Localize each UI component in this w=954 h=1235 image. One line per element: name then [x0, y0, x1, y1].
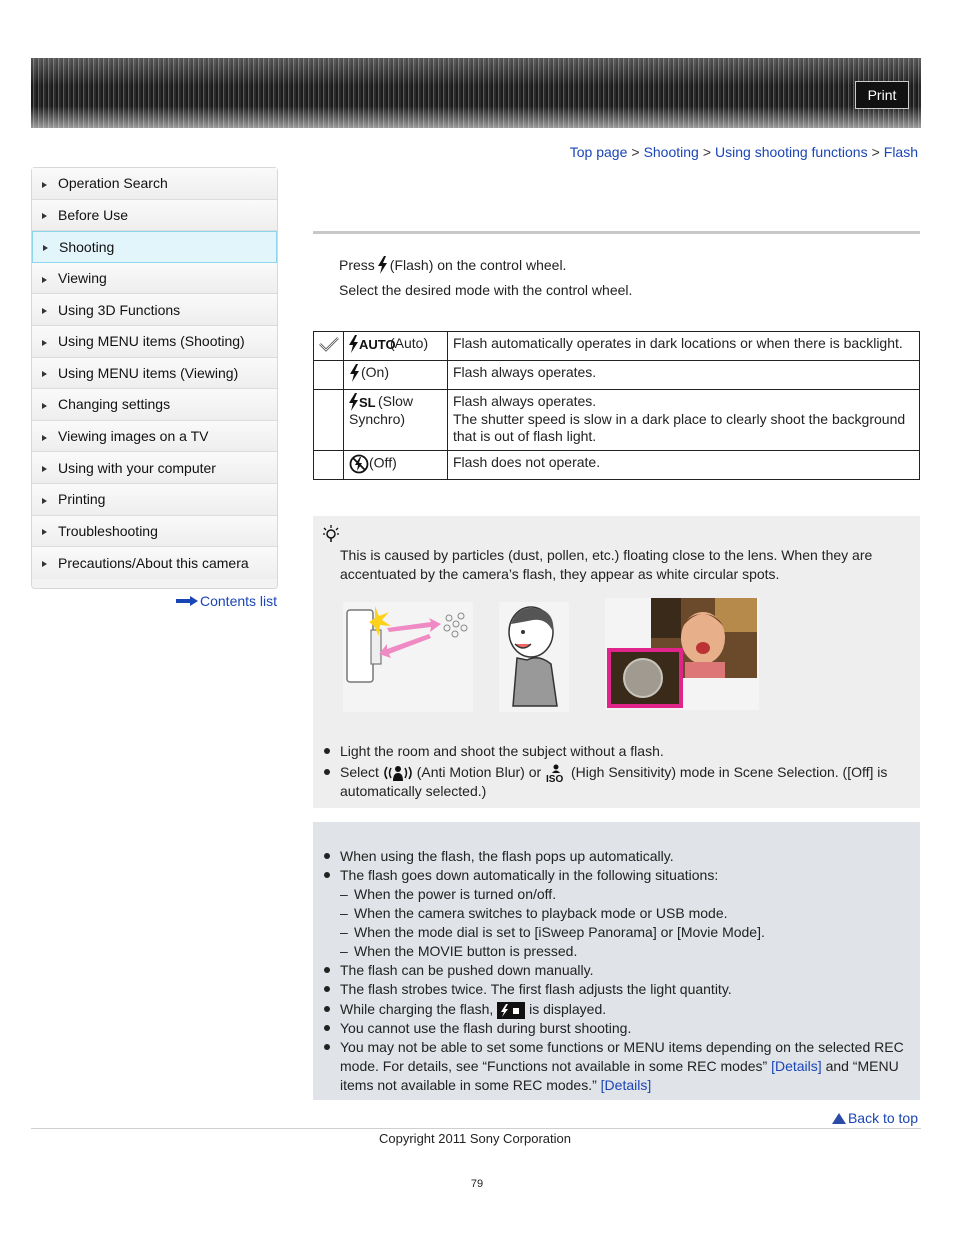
footer-divider	[31, 1128, 921, 1129]
sidebar-item-precautions[interactable]	[32, 547, 277, 579]
flash-charging-icon	[497, 1002, 525, 1019]
subject-child-illustration	[499, 602, 569, 712]
step-2	[339, 282, 632, 298]
list-item: The flash can be pushed down manually.	[323, 961, 913, 980]
table-row	[314, 361, 920, 390]
arrow-right-icon	[42, 403, 47, 409]
mode-label: (Auto)	[390, 335, 429, 351]
breadcrumb-top-page[interactable]: Top page	[569, 144, 628, 160]
arrow-right-icon	[42, 308, 47, 314]
arrow-right-icon	[42, 466, 47, 472]
mode-description: Flash always operates.	[448, 361, 920, 390]
breadcrumb-separator: >	[631, 144, 640, 160]
arrow-right-icon	[42, 340, 47, 346]
breadcrumb-separator: >	[871, 144, 880, 160]
sidebar-item-label: Shooting	[59, 238, 115, 255]
sidebar-item-label: Viewing images on a TV	[58, 428, 209, 445]
list-item-text: You may not be able to set some functions or MENU items depending on the selected REC mode. For details, see “Functions not available in some REC modes”	[340, 1039, 904, 1074]
sidebar-item-label: Viewing	[58, 270, 107, 287]
arrow-right-icon	[42, 371, 47, 377]
print-button[interactable]: Print	[855, 81, 909, 109]
mode-description	[448, 390, 920, 451]
sidebar-nav	[31, 167, 278, 589]
sidebar-item-label: Precautions/About this camera	[58, 554, 249, 571]
arrow-right-icon	[42, 529, 47, 535]
sidebar-item-3d-functions[interactable]	[32, 294, 277, 326]
flash-mode-table	[313, 331, 920, 480]
breadcrumb	[570, 144, 918, 160]
hint-bullets	[323, 742, 913, 801]
checkmark-icon	[318, 335, 340, 353]
table-row	[314, 390, 920, 451]
table-row	[314, 451, 920, 480]
step-text: Select the desired mode with the control wheel.	[339, 282, 633, 298]
mode-label: (Off)	[369, 454, 397, 471]
list-item: – When the mode dial is set to [iSweep Panorama] or [Movie Mode].	[323, 923, 913, 942]
notes-bullets	[323, 847, 913, 1095]
svg-text:SL: SL	[359, 395, 376, 411]
sidebar-item-label: Using MENU items (Shooting)	[58, 333, 245, 350]
svg-text:ISO: ISO	[546, 774, 564, 786]
list-item-text: (High Sensitivity) mode in Scene Selection. ([Off] is automatically selected.)	[340, 764, 888, 800]
list-item-text: is displayed.	[529, 1001, 607, 1017]
list-item: When using the flash, the flash pops up automatically.	[323, 847, 913, 866]
flash-icon	[377, 256, 388, 274]
list-item-text: Select	[340, 764, 379, 780]
breadcrumb-shooting[interactable]: Shooting	[643, 144, 699, 160]
list-item-text: While charging the flash,	[340, 1001, 494, 1017]
sidebar-item-label: Troubleshooting	[58, 522, 158, 539]
mode-description: Flash automatically operates in dark locations or when there is backlight.	[448, 332, 920, 361]
notes-box	[313, 822, 920, 1100]
arrow-right-icon	[42, 277, 47, 283]
sidebar-item-label: Operation Search	[58, 175, 168, 192]
default-check-cell	[314, 451, 344, 480]
arrow-right-icon	[42, 498, 47, 504]
photo-orb-illustration	[605, 598, 759, 710]
list-item: The flash goes down automatically in the following situations:	[323, 866, 913, 885]
sidebar-item-viewing-tv[interactable]	[32, 421, 277, 453]
table-row	[314, 332, 920, 361]
breadcrumb-using-shooting-functions[interactable]: Using shooting functions	[715, 144, 868, 160]
arrow-right-icon	[42, 182, 47, 188]
back-to-top-label[interactable]: Back to top	[847, 1110, 918, 1126]
list-item: – When the power is turned on/off.	[323, 885, 913, 904]
sidebar-item-computer[interactable]	[32, 452, 277, 484]
arrow-right-icon	[176, 596, 198, 606]
mode-description-line: Flash always operates.	[453, 393, 597, 409]
sidebar-item-menu-shooting[interactable]	[32, 326, 277, 358]
mode-label: (Slow Synchro)	[349, 393, 414, 428]
list-item: – When the MOVIE button is pressed.	[323, 942, 913, 961]
sidebar-item-label: Using with your computer	[58, 459, 216, 476]
sidebar-item-troubleshooting[interactable]	[32, 516, 277, 548]
high-sensitivity-icon	[545, 764, 567, 786]
list-item	[323, 1038, 913, 1095]
arrow-right-icon	[42, 435, 47, 441]
flash-slow-sync-icon	[349, 393, 378, 411]
mode-cell	[344, 332, 448, 361]
sidebar-item-operation-search[interactable]	[32, 168, 277, 200]
default-check-cell	[314, 390, 344, 451]
flash-auto-icon	[349, 335, 396, 353]
sidebar-item-printing[interactable]	[32, 484, 277, 516]
flash-off-icon	[349, 454, 369, 474]
sidebar-item-label: Changing settings	[58, 396, 171, 413]
title-divider	[313, 231, 920, 234]
contents-list-label[interactable]: Contents list	[200, 593, 278, 609]
sidebar-item-label: Using MENU items (Viewing)	[58, 364, 239, 381]
default-check-cell	[314, 361, 344, 390]
step-text: (Flash) on the control wheel.	[389, 257, 567, 273]
page-number: 79	[470, 1178, 484, 1190]
step-text: Press	[339, 257, 375, 273]
list-item	[323, 1000, 913, 1019]
list-item: The flash strobes twice. The first flash adjusts the light quantity.	[323, 980, 913, 999]
hint-paragraph: This is caused by particles (dust, pollen, etc.) floating close to the lens. When they are accentuated by the camera’s flash, they appear as white circular spots.	[340, 547, 873, 582]
sidebar-item-menu-viewing[interactable]	[32, 358, 277, 390]
lightbulb-icon	[323, 525, 339, 543]
list-item: – When the camera switches to playback mode or USB mode.	[323, 904, 913, 923]
details-link[interactable]: [Details]	[771, 1058, 822, 1074]
sidebar-item-viewing[interactable]	[32, 263, 277, 295]
anti-motion-blur-icon	[383, 765, 413, 781]
contents-list-link[interactable]	[176, 593, 277, 609]
step-1	[339, 256, 566, 274]
camera-flash-illustration	[343, 602, 473, 712]
mode-description-line: The shutter speed is slow in a dark place to clearly shoot the background that is out of flash light.	[453, 410, 906, 444]
svg-text:AUTO: AUTO	[359, 337, 396, 353]
hint-box	[313, 516, 920, 808]
list-item: You cannot use the flash during burst shooting.	[323, 1019, 913, 1038]
mode-cell	[344, 390, 448, 451]
mode-label: (On)	[361, 364, 389, 380]
flash-on-icon	[349, 364, 361, 382]
triangle-up-icon	[832, 1113, 846, 1124]
breadcrumb-separator: >	[702, 144, 712, 160]
breadcrumb-flash[interactable]: Flash	[883, 144, 918, 160]
mode-cell	[344, 451, 448, 480]
copyright-text: Copyright 2011 Sony Corporation	[379, 1131, 571, 1146]
mode-description: Flash does not operate.	[448, 451, 920, 480]
sidebar-item-shooting[interactable]	[32, 231, 277, 263]
list-item-text: and “MENU items not available in some REC modes.”	[340, 1058, 899, 1093]
mode-cell	[344, 361, 448, 390]
list-item-text: (Anti Motion Blur) or	[416, 764, 542, 780]
sidebar-item-label: Using 3D Functions	[58, 301, 181, 318]
sidebar-item-changing-settings[interactable]	[32, 389, 277, 421]
details-link[interactable]: [Details]	[600, 1077, 652, 1093]
arrow-right-icon	[42, 561, 47, 567]
sidebar-item-label: Before Use	[58, 206, 129, 223]
list-item	[323, 763, 913, 801]
back-to-top-link[interactable]	[832, 1110, 918, 1126]
default-check-cell	[314, 332, 344, 361]
arrow-right-icon	[42, 213, 47, 219]
arrow-right-icon	[43, 245, 48, 251]
list-item: Light the room and shoot the subject without a flash.	[323, 742, 913, 761]
sidebar-item-before-use[interactable]	[32, 200, 277, 232]
sidebar-item-label: Printing	[58, 491, 106, 508]
header-banner	[31, 58, 921, 128]
